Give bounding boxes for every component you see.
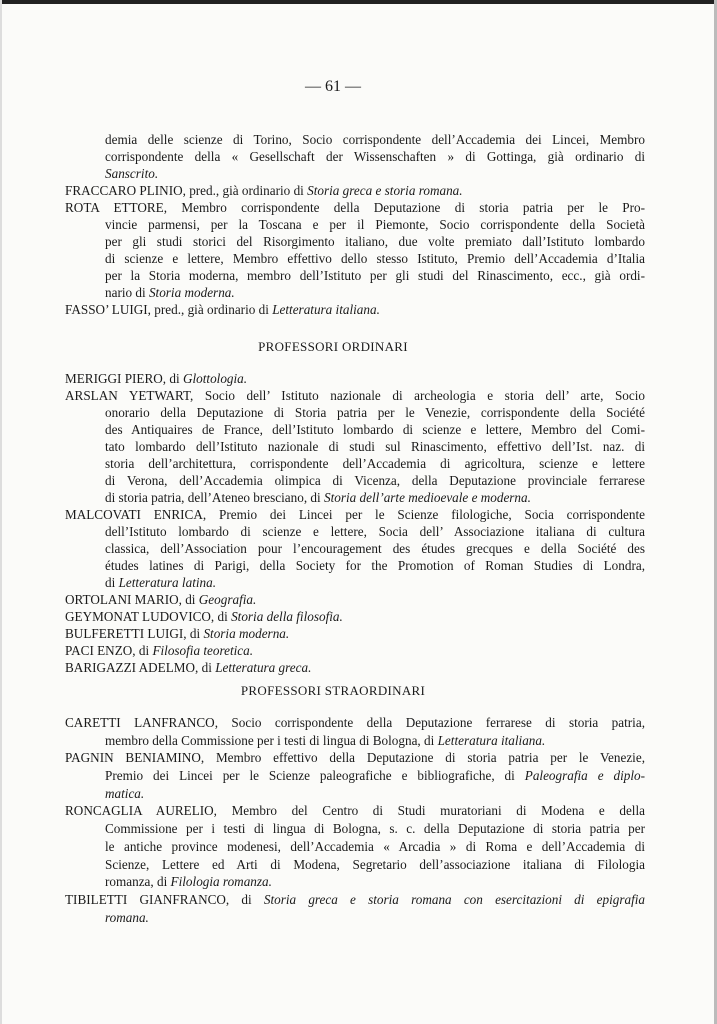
text: BARIGAZZI ADELMO, di [65, 660, 216, 675]
italic-text: matica. [105, 785, 145, 801]
italic-text: Letteratura italiana. [437, 732, 546, 748]
text: romanza, di [105, 874, 171, 890]
italic-text: Letteratura italiana. [272, 302, 380, 317]
entry-line [65, 557, 645, 574]
entry-line [65, 216, 645, 233]
entry-line [65, 642, 645, 659]
entry [65, 642, 645, 659]
entry-line [65, 233, 645, 250]
entry [65, 370, 645, 387]
entry [65, 199, 645, 301]
text: Scienze, Lettere ed Arti di Modena, Segretario dell’associazione italiana di Filologia [105, 856, 645, 872]
entry-line [65, 370, 645, 387]
text: per la Storia moderna, membro dell’Istituto per gli studi del Rinascimento, ecc., già ordi- [105, 268, 645, 283]
text: di storia patria, dell’Ateneo bresciano, di [105, 490, 324, 505]
entry-line [65, 404, 645, 421]
text: per gli studi storici del Risorgimento italiano, due volte premiato dall’Istituto lombardo [105, 234, 645, 249]
entry-line [65, 472, 645, 489]
entry [65, 625, 645, 642]
entry-line [65, 523, 645, 540]
section-professori-straordinari [65, 714, 645, 926]
entry-line [65, 749, 645, 767]
section-heading-straordinari: PROFESSORI STRAORDINARI [240, 683, 426, 698]
entry-line [65, 820, 645, 838]
entry-line [65, 165, 645, 182]
entry [65, 591, 645, 608]
entry-line [65, 856, 645, 874]
entry-line [65, 284, 645, 301]
entry [65, 506, 645, 591]
entry-line [65, 301, 645, 318]
text: di scienze e lettere, Membro effettivo dello stesso Istituto, Premio dell’Accademia d’Italia [105, 251, 645, 266]
entry-line [65, 131, 645, 148]
text: TIBILETTI GIANFRANCO, di [65, 891, 264, 907]
italic-text: Glottologia. [182, 371, 248, 386]
entry-line [65, 455, 645, 472]
entry-line [65, 625, 645, 642]
text: ROTA ETTORE, Membro corrispondente della Deputazione di storia patria per le Pro- [65, 200, 645, 215]
entry-line [65, 838, 645, 856]
entry-line [65, 714, 645, 732]
text: FRACCARO PLINIO, pred., già ordinario di [65, 183, 308, 198]
text: RONCAGLIA AURELIO, Membro del Centro di Studi muratoriani di Modena e della [65, 803, 645, 819]
section-continuation [65, 131, 645, 318]
text: FASSO’ LUIGI, pred., già ordinario di [65, 302, 273, 317]
text: Commissione per i testi di lingua di Bologna, s. c. della Deputazione di storia patria per [105, 821, 645, 837]
entry [65, 891, 645, 926]
entry [65, 387, 645, 506]
entry [65, 749, 645, 802]
italic-text: romana. [105, 909, 149, 925]
italic-text: Filosofia teoretica. [152, 643, 254, 658]
entry-line [65, 608, 645, 625]
text: nario di [105, 285, 149, 300]
italic-text: Storia moderna. [203, 626, 290, 641]
text: MALCOVATI ENRICA, Premio dei Lincei per le Scienze filologiche, Socia corrispondente [65, 507, 645, 522]
entry-line [65, 489, 645, 506]
entry-line [65, 506, 645, 523]
entry-line [65, 659, 645, 676]
entry-line [65, 182, 645, 199]
entry-line [65, 250, 645, 267]
entry [65, 182, 645, 199]
text: ARSLAN YETWART, Socio dell’ Istituto nazionale di archeologia e storia dell’ arte, Socio [65, 388, 645, 403]
entry-line [65, 267, 645, 284]
italic-text: Sanscrito. [105, 166, 159, 181]
entry [65, 608, 645, 625]
text: tato lombardo dell’Istituto nazionale di studi sul Rinascimento, effettivo dell’Ist. naz. di [105, 439, 645, 454]
text: di Verona, dell’Accademia olimpica di Vicenza, della Deputazione provinciale ferrarese [105, 473, 645, 488]
italic-text: Storia greca e storia romana. [307, 183, 463, 198]
entry-line [65, 732, 645, 750]
italic-text: Paleografia e diplo- [524, 768, 645, 784]
text: Premio dei Lincei per le Scienze paleografiche e bibliografiche, di [105, 768, 525, 784]
entry [65, 131, 645, 182]
entry-line [65, 785, 645, 803]
text: MERIGGI PIERO, di [65, 371, 183, 386]
italic-text: Filologia romanza. [170, 874, 272, 890]
entry-line [65, 421, 645, 438]
italic-text: Storia dell’arte medioevale e moderna. [324, 490, 531, 505]
italic-text: Storia della filosofia. [231, 609, 343, 624]
entry-line [65, 802, 645, 820]
entry [65, 659, 645, 676]
entry-line [65, 873, 645, 891]
page-number: — 61 — [305, 78, 361, 95]
text: études latines di Parigi, della Society for the Promotion of Roman Studies di Londra, [105, 558, 645, 573]
entry-line [65, 438, 645, 455]
text: PACI ENZO, di [65, 643, 153, 658]
text: classica, dell’Association pour l’encouragement des études grecques e della Société des [105, 541, 645, 556]
entry-line [65, 199, 645, 216]
scan-left-edge [0, 0, 2, 1024]
entry-line [65, 574, 645, 591]
text: CARETTI LANFRANCO, Socio corrispondente della Deputazione ferrarese di storia patria, [65, 715, 645, 730]
entry-line [65, 591, 645, 608]
text: dell’Istituto lombardo di scienze e lettere, Socia dell’ Associazione italiana di cultura [105, 524, 645, 539]
text: le antiche province modenesi, dell’Accademia « Arcadia » di Roma e dell’Accademia di [105, 838, 645, 854]
text: ORTOLANI MARIO, di [65, 592, 199, 607]
text: corrispondente della « Gesellschaft der Wissenschaften » di Gottinga, già ordinario di [105, 149, 645, 164]
entry [65, 301, 645, 318]
text: demia delle scienze di Torino, Socio corrispondente dell’Accademia dei Lincei, Membro [105, 132, 645, 147]
section-heading-ordinari: PROFESSORI ORDINARI [258, 339, 408, 354]
text: GEYMONAT LUDOVICO, di [65, 609, 232, 624]
entry-line [65, 387, 645, 404]
text: PAGNIN BENIAMINO, Membro effettivo della Deputazione di storia patria per le Venezie, [65, 750, 645, 766]
entry-line [65, 148, 645, 165]
italic-text: Storia moderna. [148, 285, 235, 300]
text: vincie parmensi, per la Toscana e per il Piemonte, Socio corrispondente della Società [105, 217, 645, 232]
entry-line [65, 540, 645, 557]
text: des Antiquaires de France, dell’Istituto lombardo di scienze e lettere, Membro del Comi- [105, 422, 645, 437]
italic-text: Geografia. [198, 592, 257, 607]
text: BULFERETTI LUIGI, di [65, 626, 204, 641]
entry-line [65, 891, 645, 909]
italic-text: Storia greca e storia romana con esercitazioni di epigrafia [263, 891, 645, 907]
entry-line [65, 767, 645, 785]
text: onorario della Deputazione di Storia patria per le Venezie, corrispondente della Société [105, 405, 645, 420]
entry [65, 714, 645, 749]
section-professori-ordinari [65, 370, 645, 676]
entry [65, 802, 645, 890]
entry-line [65, 909, 645, 927]
text: membro della Commissione per i testi di lingua di Bologna, di [105, 732, 438, 748]
text: di [105, 575, 119, 590]
italic-text: Letteratura greca. [215, 660, 312, 675]
text: storia dell’architettura, corrispondente dell’Accademia di agricoltura, scienze e lettere [105, 456, 645, 471]
italic-text: Letteratura latina. [118, 575, 217, 590]
scan-top-border [0, 0, 717, 4]
